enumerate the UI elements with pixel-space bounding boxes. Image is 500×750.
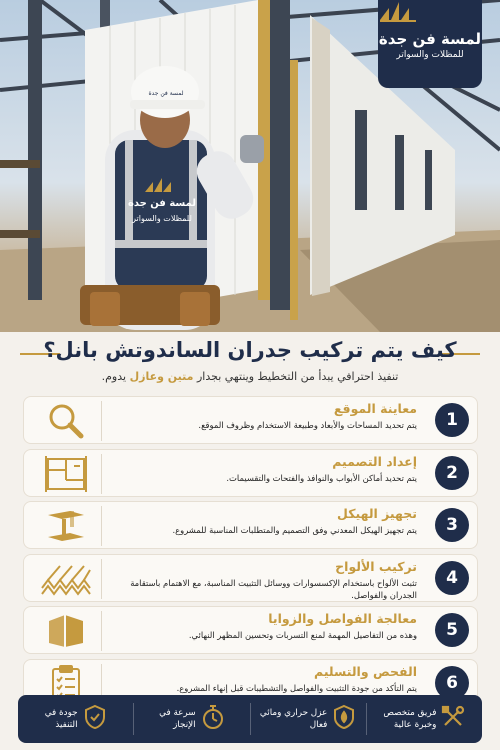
step-description: تثبت الألواح باستخدام الإكسسوارات ووسائل التثبيت المناسبة، مع الاهتمام باستقامة الجدران والفواصل.: [130, 577, 417, 600]
step-card: [23, 449, 478, 497]
steps-list: [23, 396, 478, 712]
feature-item: [18, 703, 133, 735]
step-title: معاينة الموقع: [333, 401, 417, 416]
heading: [20, 338, 480, 383]
flame-drop-icon: [332, 704, 356, 734]
step-description: يتم تحديد أماكن الأبواب والنوافذ والفتحات والتقسيمات.: [226, 472, 417, 483]
brand-tagline: للمظلات والسواتر: [396, 49, 464, 60]
corrugated-panels-icon: [30, 559, 102, 599]
shield-check-icon: [83, 704, 107, 734]
step-number: 1: [435, 403, 469, 437]
step-number: 6: [435, 666, 469, 700]
step-title: إعداد التصميم: [332, 453, 417, 469]
stopwatch-icon: [201, 704, 225, 734]
step-title: معالجة الفواصل والزوايا: [268, 611, 417, 627]
page-subtitle: [20, 370, 480, 383]
step-number: 5: [435, 613, 469, 647]
helmet-brand-text: لمسة فن جدة: [148, 90, 184, 97]
step-number: 3: [435, 508, 469, 542]
hero-photo: [0, 0, 500, 332]
step-card: [23, 396, 478, 444]
step-card: [23, 606, 478, 654]
steel-beam-icon: [30, 506, 102, 546]
buildings-logo-icon: [378, 0, 418, 22]
feature-item: [250, 703, 366, 735]
subtitle-text-end: يدوم.: [101, 370, 130, 383]
step-number: 2: [435, 456, 469, 490]
step-card: [23, 554, 478, 602]
step-description: يتم التأكد من جودة التثبيت والفواصل والتشطيبات قبل إنهاء المشروع.: [176, 682, 417, 693]
feature-label: فريق متخصص وخبرة عالية: [383, 708, 437, 730]
feature-label: سرعة في الإنجاز: [159, 708, 196, 730]
page-title: كيف يتم تركيب جدران الساندوتش بانل؟: [43, 338, 457, 362]
step-card: [23, 501, 478, 549]
step-title: الفحص والتسليم: [314, 663, 417, 679]
step-title: تركيب الألواح: [335, 558, 417, 574]
corner-profile-icon: [30, 611, 102, 651]
vest-brand-tagline: للمظلات والسواتر: [132, 214, 192, 223]
blueprint-icon: [30, 454, 102, 494]
step-number: 4: [435, 561, 469, 595]
brand-name: لمسة فن جدة: [378, 30, 482, 49]
features-bar: [18, 695, 482, 743]
step-description: وهذه من التفاصيل المهمة لمنع التسربات وتحسين المظهر النهائي.: [188, 630, 417, 641]
magnifier-icon: [30, 401, 102, 441]
feature-item: [366, 703, 482, 735]
step-description: يتم تحديد المساحات والأبعاد وطبيعة الاستخدام وظروف الموقع.: [198, 420, 417, 430]
step-description: يتم تجهيز الهيكل المعدني وفق التصميم والمتطلبات المناسبة للمشروع.: [172, 525, 417, 536]
vest-brand-name: لمسة فن جدة: [127, 198, 197, 209]
subtitle-text-start: تنفيذ احترافي يبدأ من التخطيط وينتهي بجدار: [193, 370, 399, 383]
feature-label: عزل حراري ومائي فعال: [259, 708, 328, 730]
feature-label: جودة في التنفيذ: [44, 708, 78, 730]
brand-logo-badge: [378, 0, 482, 88]
subtitle-accent: متين وعازل: [129, 370, 194, 383]
feature-item: [133, 703, 249, 735]
step-title: تجهيز الهيكل: [337, 506, 417, 522]
tools-icon: [441, 705, 465, 733]
